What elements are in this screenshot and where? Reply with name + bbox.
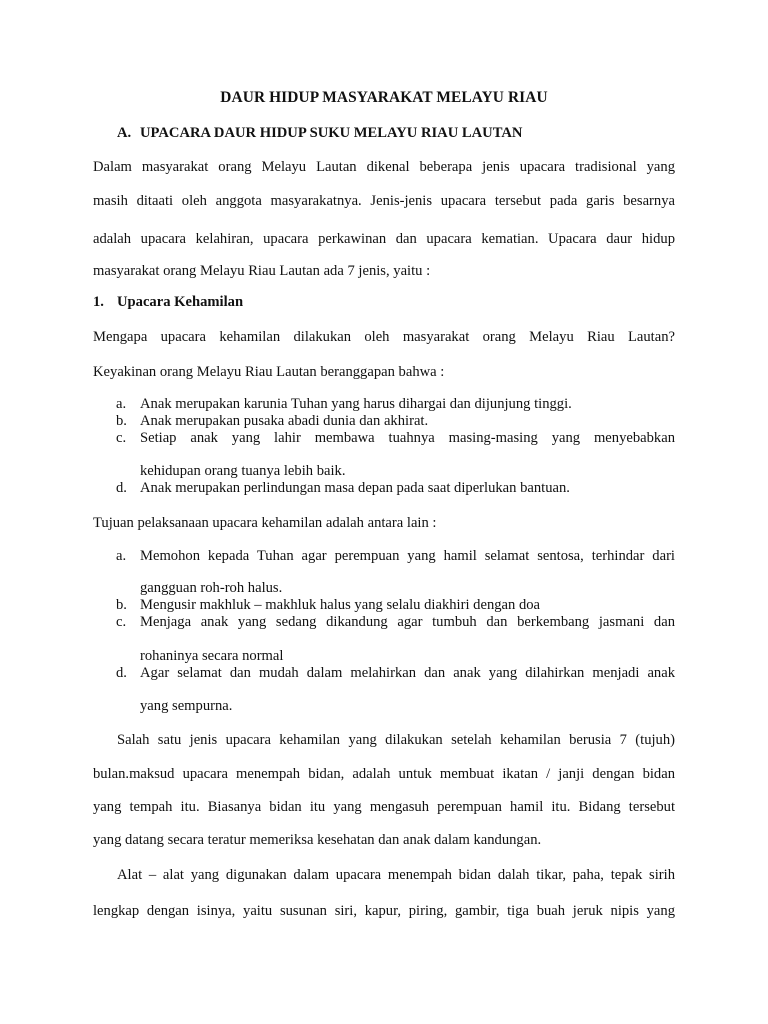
belief-c-text-2: kehidupan orang tuanya lebih baik. bbox=[140, 463, 346, 479]
purpose-a-text-1: Memohon kepada Tuhan agar perempuan yang hamil selamat sentosa, terhindar dari bbox=[140, 548, 675, 564]
purpose-d-marker: d. bbox=[116, 665, 127, 681]
question-line-1: Mengapa upacara kehamilan dilakukan oleh masyarakat orang Melayu Riau Lautan? bbox=[93, 329, 675, 345]
belief-c-marker: c. bbox=[116, 430, 127, 446]
belief-c-text-1: Setiap anak yang lahir membawa tuahnya masing-masing yang menyebabkan bbox=[140, 430, 675, 446]
section-a-label: A. bbox=[117, 125, 132, 141]
bidan-paragraph-line-4: yang datang secara teratur memeriksa kesehatan dan anak dalam kandungan. bbox=[93, 832, 542, 848]
subsection-1-label: 1. bbox=[93, 294, 104, 310]
purpose-c-text-1: Menjaga anak yang sedang dikandung agar tumbuh dan berkembang jasmani dan bbox=[140, 614, 675, 630]
purpose-d-text-1: Agar selamat dan mudah dalam melahirkan dan anak yang dilahirkan menjadi anak bbox=[140, 665, 675, 681]
alat-paragraph-line-1: Alat – alat yang digunakan dalam upacara menempah bidan dalah tikar, paha, tepak sirih bbox=[117, 867, 675, 883]
intro-line-3: adalah upacara kelahiran, upacara perkawinan dan upacara kematian. Upacara daur hidup bbox=[93, 231, 675, 247]
bidan-paragraph-line-1: Salah satu jenis upacara kehamilan yang dilakukan setelah kehamilan berusia 7 (tujuh) bbox=[117, 732, 675, 748]
bidan-paragraph-line-2: bulan.maksud upacara menempah bidan, adalah untuk membuat ikatan / janji dengan bidan bbox=[93, 766, 675, 782]
purpose-b-text: Mengusir makhluk – makhluk halus yang selalu diakhiri dengan doa bbox=[140, 597, 541, 613]
intro-line-4: masyarakat orang Melayu Riau Lautan ada 7 jenis, yaitu : bbox=[93, 263, 431, 279]
section-a-heading: UPACARA DAUR HIDUP SUKU MELAYU RIAU LAUTAN bbox=[140, 125, 523, 141]
belief-d-marker: d. bbox=[116, 480, 127, 496]
document-title: DAUR HIDUP MASYARAKAT MELAYU RIAU bbox=[220, 89, 548, 106]
purpose-c-text-2: rohaninya secara normal bbox=[140, 648, 284, 664]
belief-b-marker: b. bbox=[116, 413, 127, 429]
purpose-b-marker: b. bbox=[116, 597, 127, 613]
purpose-d-text-2: yang sempurna. bbox=[140, 698, 233, 714]
purpose-a-text-2: gangguan roh-roh halus. bbox=[140, 580, 283, 596]
belief-a-marker: a. bbox=[116, 396, 127, 412]
purpose-c-marker: c. bbox=[116, 614, 127, 630]
belief-d-text: Anak merupakan perlindungan masa depan pada saat diperlukan bantuan. bbox=[140, 480, 570, 496]
purpose-a-marker: a. bbox=[116, 548, 127, 564]
alat-paragraph-line-2: lengkap dengan isinya, yaitu susunan siri, kapur, piring, gambir, tiga buah jeruk nipis yang bbox=[93, 903, 675, 919]
subsection-1-heading: Upacara Kehamilan bbox=[117, 294, 244, 310]
intro-line-1: Dalam masyarakat orang Melayu Lautan dikenal beberapa jenis upacara tradisional yang bbox=[93, 159, 675, 175]
intro-line-2: masih ditaati oleh anggota masyarakatnya. Jenis-jenis upacara tersebut pada garis besarnya bbox=[93, 193, 675, 209]
purpose-intro: Tujuan pelaksanaan upacara kehamilan adalah antara lain : bbox=[93, 515, 437, 531]
bidan-paragraph-line-3: yang tempah itu. Biasanya bidan itu yang mengasuh perempuan hamil itu. Bidang tersebut bbox=[93, 799, 675, 815]
belief-b-text: Anak merupakan pusaka abadi dunia dan akhirat. bbox=[140, 413, 429, 429]
question-line-2: Keyakinan orang Melayu Riau Lautan beranggapan bahwa : bbox=[93, 364, 445, 380]
belief-a-text: Anak merupakan karunia Tuhan yang harus dihargai dan dijunjung tinggi. bbox=[140, 396, 572, 412]
